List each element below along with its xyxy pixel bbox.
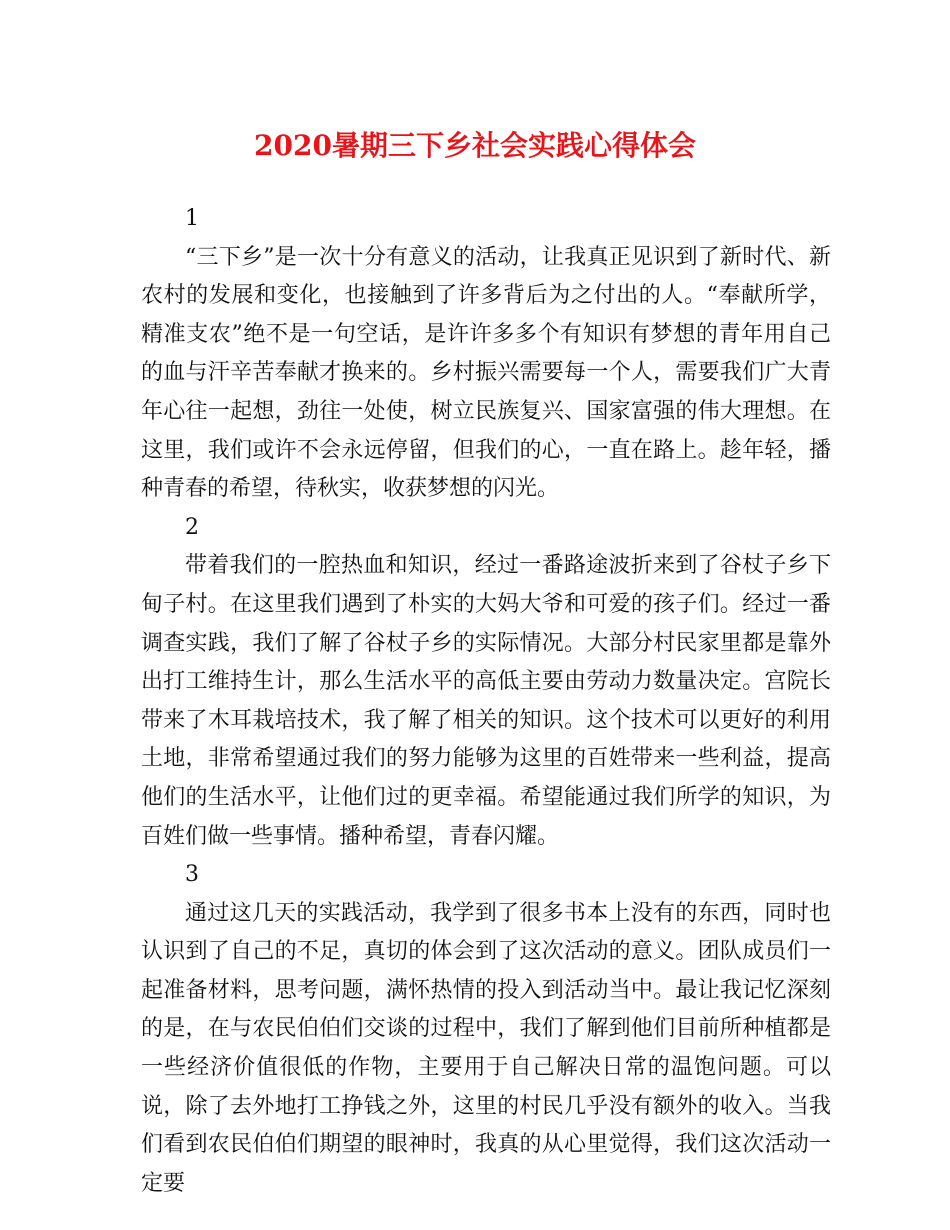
section-number: 3 bbox=[185, 862, 199, 888]
section-number: 1 bbox=[185, 206, 199, 231]
section-paragraph: 通过这几天的实践活动，我学到了很多书本上没有的东西，同时也认识到了自己的不足，真切的体会到了这次活动的意义。团队成员们一起准备材料，思考问题，满怀热情的投入到活动当中。最让我记忆深刻的是，在与农民伯伯们交谈的过程中，我们了解到他们目前所种植都是一些经济价值很低的作物，主要用于自己解决日常的温饱问题。可以说，除了去外地打工挣钱之外，这里的村民几乎没有额外的收入。当我们看到农民伯伯们期望的眼神时，我真的从心里觉得，我们这次活动一定要 bbox=[141, 900, 831, 1196]
section-paragraph: 带着我们的一腔热血和知识，经过一番路途波折来到了谷杖子乡下甸子村。在这里我们遇到了朴实的大妈大爷和可爱的孩子们。经过一番调查实践，我们了解了谷杖子乡的实际情况。大部分村民家里都是靠外出打工维持生计，那么生活水平的高低主要由劳动力数量决定。宫院长带来了木耳栽培技术，我了解了相关的知识。这个技术可以更好的利用土地，非常希望通过我们的努力能够为这里的百姓带来一些利益，提高他们的生活水平，让他们过的更幸福。希望能通过我们所学的知识，为百姓们做一些事情。播种希望，青春闪耀。 bbox=[141, 553, 831, 849]
document-body bbox=[141, 200, 831, 1203]
section-number: 2 bbox=[185, 514, 199, 540]
document-title: 2020暑期三下乡社会实践心得体会 bbox=[254, 129, 696, 162]
section-paragraph: “三下乡”是一次十分有意义的活动，让我真正见识到了新时代、新农村的发展和变化，也接触到了许多背后为之付出的人。“奉献所学，精准支农”绝不是一句空话，是许许多多个有知识有梦想的青年用自己的血与汗辛苦奉献才换来的。乡村振兴需要每一个人，需要我们广大青年心往一起想，劲往一处使，树立民族复兴、国家富强的伟大理想。在这里，我们或许不会永远停留，但我们的心，一直在路上。趁年轻，播种青春的希望，待秋实，收获梦想的闪光。 bbox=[141, 244, 831, 502]
